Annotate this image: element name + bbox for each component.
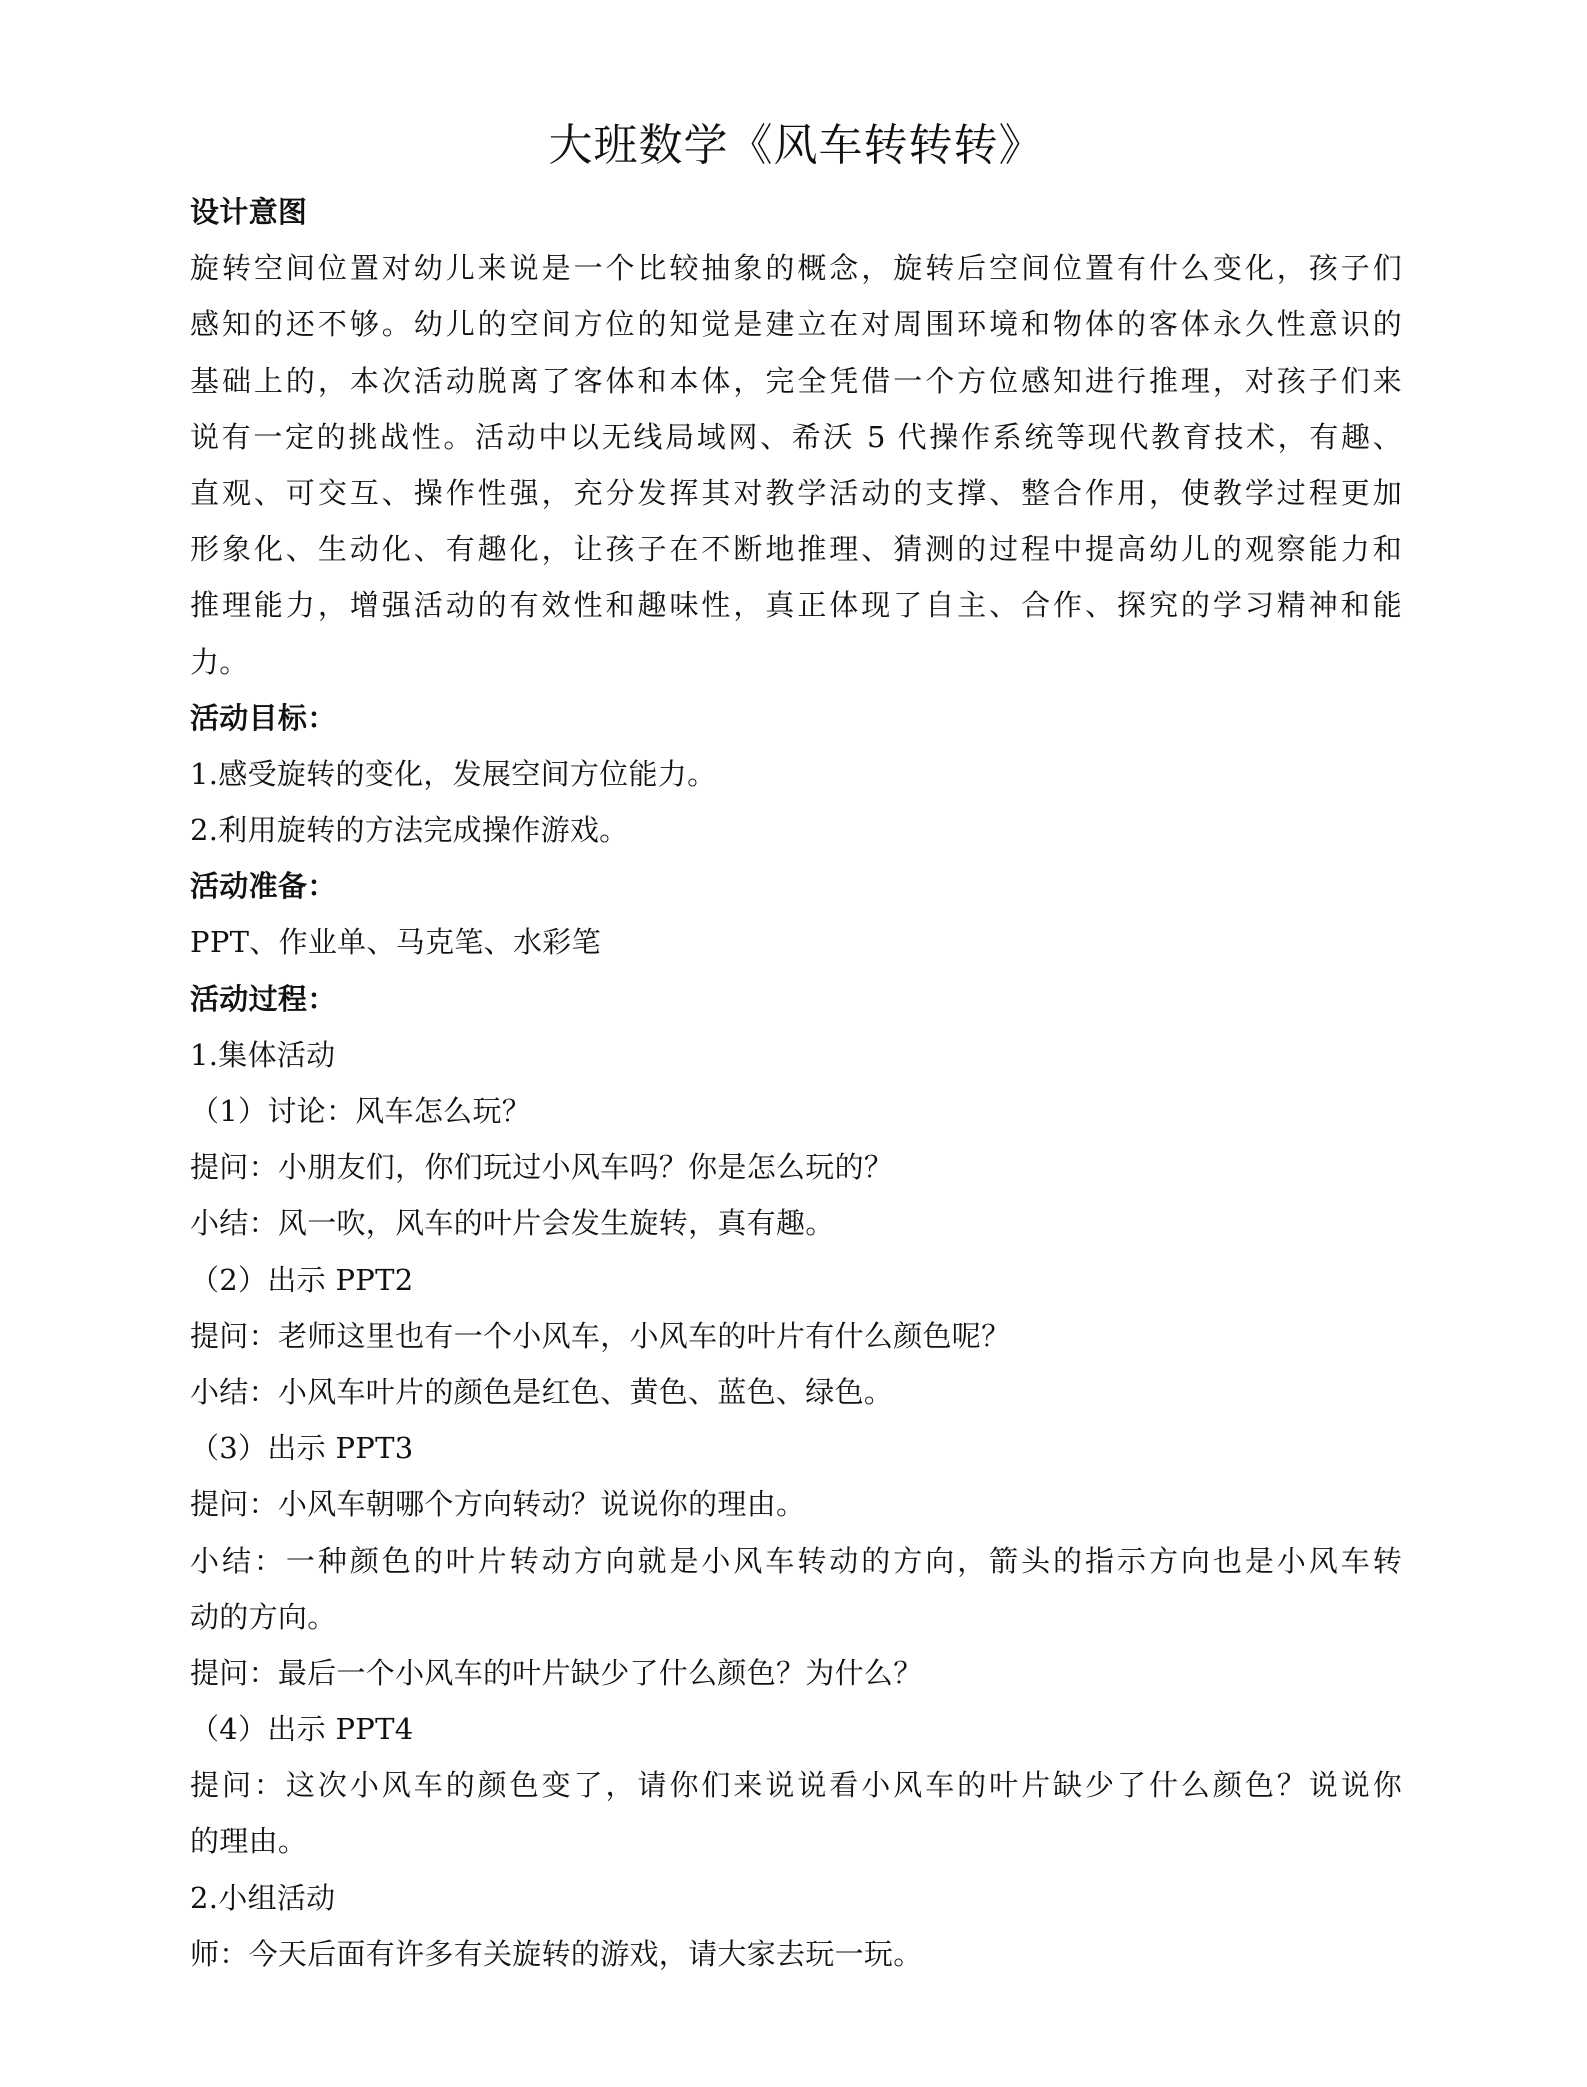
goal-item: 1.感受旋转的变化，发展空间方位能力。 xyxy=(190,756,717,791)
step-line: 动的方向。 xyxy=(190,1599,337,1634)
goal-item: 2.利用旋转的方法完成操作游戏。 xyxy=(190,813,629,848)
step-line: 小结：小风车叶片的颜色是红色、黄色、蓝色、绿色。 xyxy=(190,1374,894,1409)
step-line: 的理由。 xyxy=(190,1824,308,1859)
group-activity-label: 1.集体活动 xyxy=(190,1037,336,1072)
process-heading: 活动过程： xyxy=(190,981,337,1016)
paragraph-line: 旋转空间位置对幼儿来说是一个比较抽象的概念，旋转后空间位置有什么变化，孩子们 xyxy=(190,251,1402,286)
document-title: 大班数学《风车转转转》 xyxy=(548,120,1044,171)
goals-heading: 活动目标： xyxy=(190,700,337,735)
step-line: 小结：一种颜色的叶片转动方向就是小风车转动的方向，箭头的指示方向也是小风车转 xyxy=(190,1543,1402,1578)
preparation-heading: 活动准备： xyxy=(190,869,337,904)
paragraph-line: 形象化、生动化、有趣化，让孩子在不断地推理、猜测的过程中提高幼儿的观察能力和 xyxy=(190,532,1402,567)
paragraph-line: 力。 xyxy=(190,644,249,679)
step-label: （1）讨论：风车怎么玩？ xyxy=(190,1094,532,1128)
step-line: 提问：老师这里也有一个小风车，小风车的叶片有什么颜色呢？ xyxy=(190,1318,1011,1353)
paragraph-line: 说有一定的挑战性。活动中以无线局域网、希沃 5 代操作系统等现代教育技术，有趣、 xyxy=(190,419,1402,454)
step-line: 提问：小风车朝哪个方向转动？说说你的理由。 xyxy=(190,1487,806,1522)
step-label: （2）出示 PPT2 xyxy=(190,1262,414,1297)
step-line: 小结：风一吹，风车的叶片会发生旋转，真有趣。 xyxy=(190,1206,835,1241)
step-line: 提问：小朋友们，你们玩过小风车吗？你是怎么玩的？ xyxy=(190,1150,894,1185)
paragraph-line: 感知的还不够。幼儿的空间方位的知觉是建立在对周围环境和物体的客体永久性意识的 xyxy=(190,307,1402,342)
paragraph-line: 直观、可交互、操作性强，充分发挥其对教学活动的支撑、整合作用，使教学过程更加 xyxy=(190,475,1402,510)
step-label: （4）出示 PPT4 xyxy=(190,1712,414,1747)
paragraph-line: 基础上的，本次活动脱离了客体和本体，完全凭借一个方位感知进行推理，对孩子们来 xyxy=(190,363,1402,398)
document-body xyxy=(190,184,1402,1982)
step-line: 提问：最后一个小风车的叶片缺少了什么颜色？为什么？ xyxy=(190,1655,923,1690)
small-group-activity-text: 师：今天后面有许多有关旋转的游戏，请大家去玩一玩。 xyxy=(190,1936,923,1971)
step-line: 提问：这次小风车的颜色变了，请你们来说说看小风车的叶片缺少了什么颜色？说说你 xyxy=(190,1768,1402,1803)
small-group-activity-label: 2.小组活动 xyxy=(190,1880,336,1915)
paragraph-line: 推理能力，增强活动的有效性和趣味性，真正体现了自主、合作、探究的学习精神和能 xyxy=(190,588,1402,623)
design-intent-heading: 设计意图 xyxy=(190,195,308,229)
preparation-text: PPT、作业单、马克笔、水彩笔 xyxy=(190,925,601,960)
step-label: （3）出示 PPT3 xyxy=(190,1431,414,1466)
